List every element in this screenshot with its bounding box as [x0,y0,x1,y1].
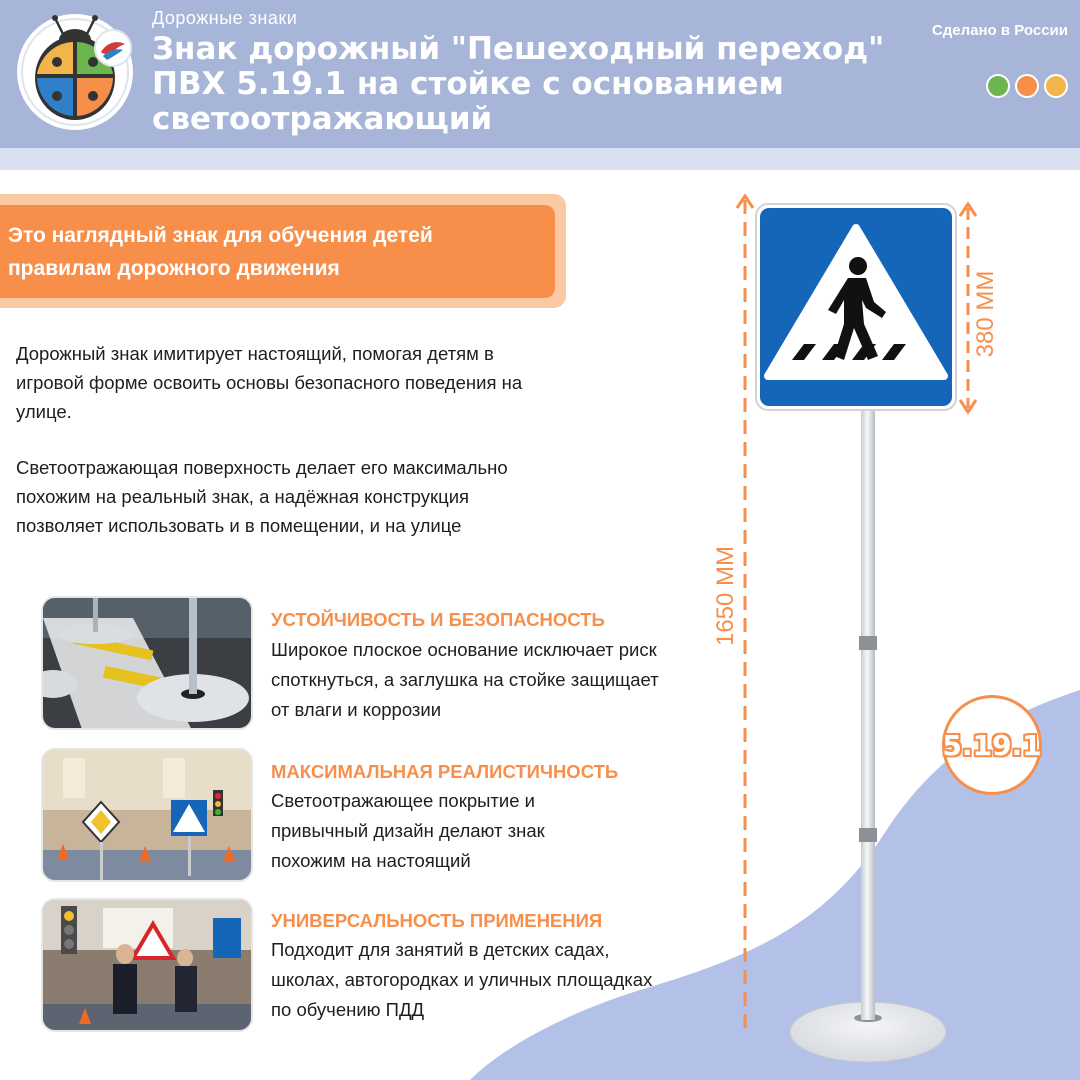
feature-title-stability: УСТОЙЧИВОСТЬ И БЕЗОПАСНОСТЬ [271,609,605,630]
description-paragraph-1: Дорожный знак имитирует настоящий, помогая детям в игровой форме освоить основы безопасного поведения на улице. [16,343,523,422]
sign-code-text: 5.19.1 [942,728,1042,762]
feature-text-stability: Широкое плоское основание исключает риск споткнуться, а заглушка на стойке защищает от влаги и коррозии [271,639,659,720]
feature-text-versatility: Подходит для занятий в детских садах, школах, автогородках и уличных площадках по обучению ПДД [271,939,653,1020]
product-title: Знак дорожный "Пешеходный переход" ПВХ 5.19.1 на стойке с основанием светоотражающий [152,31,885,137]
sign-on-stand [740,200,970,1070]
banner-text: Это наглядный знак для обучения детей правилам дорожного движения [8,224,433,280]
made-in-russia-label: Сделано в России [931,22,1068,39]
description-paragraph-2: Светоотражающая поверхность делает его максимально похожим на реальный знак, а надёжная конструкция позволяет использовать и в помещении, и на улице [16,457,508,536]
feature-title-realism: МАКСИМАЛЬНАЯ РЕАЛИСТИЧНОСТЬ [271,761,619,782]
sign-code-badge [942,695,1042,795]
category-label: Дорожные знаки [152,8,298,28]
height-dimension-label: 1650 ММ [712,545,739,647]
feature-title-versatility: УНИВЕРСАЛЬНОСТЬ ПРИМЕНЕНИЯ [271,910,603,931]
feature-text-realism: Светоотражающее покрытие и привычный дизайн делают знак похожим на настоящий [271,790,545,871]
sign-size-label: 380 ММ [972,270,999,358]
